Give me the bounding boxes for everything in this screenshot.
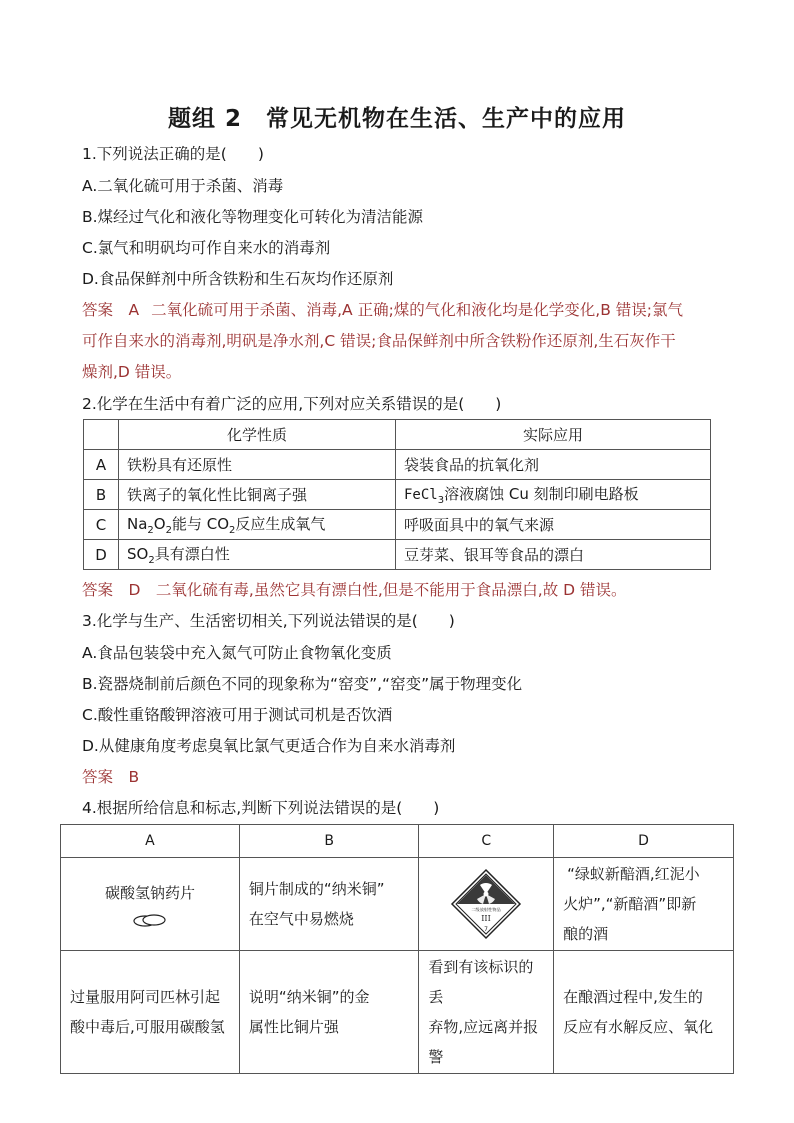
q4-stem: 4.根据所给信息和标志,判断下列说法错误的是( )	[82, 799, 440, 817]
property-text: 能与 CO	[171, 515, 230, 533]
q1-answer-label: 答案 A	[82, 301, 140, 319]
q1-answer-line-3: 燥剂,D 错误。	[82, 363, 182, 381]
formula-text: O	[153, 515, 166, 533]
header-d: D	[554, 825, 734, 858]
cell-b-bottom-line-2: 属性比铜片强	[248, 1018, 339, 1036]
formula-subscript: 2	[148, 555, 155, 566]
q1-option-a: A.二氧化硫可用于杀菌、消毒	[82, 177, 284, 195]
row-application	[396, 480, 711, 510]
sign-class: III	[481, 914, 491, 923]
q2-stem: 2.化学在生活中有着广泛的应用,下列对应关系错误的是( )	[82, 395, 502, 413]
cell-a-mid	[61, 858, 240, 951]
table-header-property: 化学性质	[119, 420, 396, 450]
cell-d-bottom-line-1: 在酿酒过程中,发生的	[563, 988, 703, 1006]
cell-d-line-3: 酿的酒	[563, 925, 609, 943]
q3-option-a: A.食品包装袋中充入氮气可防止食物氧化变质	[82, 644, 392, 662]
cell-a-bottom-line-2: 酸中毒后,可服用碳酸氢	[70, 1018, 225, 1036]
formula-subscript: 2	[147, 525, 154, 536]
row-application: 豆芽菜、银耳等食品的漂白	[396, 540, 711, 570]
cell-d-line-1: “绿蚁新醅酒,红泥小	[567, 865, 700, 883]
cell-c-bottom	[419, 951, 554, 1074]
table-row	[84, 480, 711, 510]
row-property: 铁离子的氧化性比铜离子强	[119, 480, 396, 510]
row-key: A	[84, 450, 119, 480]
cell-c-mid	[419, 858, 554, 951]
q1-option-d: D.食品保鲜剂中所含铁粉和生石灰均作还原剂	[82, 270, 394, 288]
cell-c-bottom-line-1: 看到有该标识的丢	[428, 958, 534, 1006]
formula-text: FeCl	[404, 487, 438, 503]
row-key: C	[84, 510, 119, 540]
pill-icon	[130, 910, 170, 930]
q4-table	[60, 824, 734, 1074]
radioactive-hazard-icon	[450, 868, 522, 940]
formula-text: SO	[127, 545, 149, 563]
q3-option-c: C.酸性重铬酸钾溶液可用于测试司机是否饮酒	[82, 706, 393, 724]
table-row	[61, 951, 734, 1074]
row-key: B	[84, 480, 119, 510]
header-a: A	[61, 825, 240, 858]
table-row	[84, 540, 711, 570]
cell-a-bottom	[61, 951, 240, 1074]
table-row	[84, 510, 711, 540]
cell-b-bottom	[239, 951, 418, 1074]
row-property: 铁粉具有还原性	[119, 450, 396, 480]
page-title: 题组 2 常见无机物在生活、生产中的应用	[167, 106, 626, 132]
header-b: B	[239, 825, 418, 858]
row-property	[119, 540, 396, 570]
table-header-application: 实际应用	[396, 420, 711, 450]
header-c: C	[419, 825, 554, 858]
cell-b-line-1: 铜片制成的“纳米铜”	[248, 880, 385, 898]
row-property	[119, 510, 396, 540]
cell-b-line-2: 在空气中易燃烧	[248, 910, 354, 928]
sign-number: 7	[484, 926, 489, 933]
q2-table	[83, 419, 711, 570]
formula-text: Na	[127, 515, 148, 533]
table-header-row	[61, 825, 734, 858]
cell-b-mid	[239, 858, 418, 951]
q1-option-b: B.煤经过气化和液化等物理变化可转化为清洁能源	[82, 208, 424, 226]
cell-a-bottom-line-1: 过量服用阿司匹林引起	[70, 988, 221, 1006]
q1-stem: 1.下列说法正确的是( )	[82, 145, 264, 163]
property-text: 反应生成氧气	[235, 515, 326, 533]
q3-answer: 答案 B	[82, 768, 140, 786]
application-text: 溶液腐蚀 Cu 刻制印刷电路板	[444, 485, 639, 503]
formula-subscript: 2	[165, 525, 172, 536]
table-row	[84, 450, 711, 480]
q1-answer	[82, 295, 712, 388]
cell-d-bottom	[554, 951, 734, 1074]
row-key: D	[84, 540, 119, 570]
q3-option-b: B.瓷器烧制前后颜色不同的现象称为“窑变”,“窑变”属于物理变化	[82, 675, 523, 693]
table-header-cell	[84, 420, 119, 450]
cell-d-bottom-line-2: 反应有水解反应、氧化	[563, 1018, 714, 1036]
formula-subscript: 3	[437, 495, 445, 506]
q2-answer: 答案 D 二氧化硫有毒,虽然它具有漂白性,但是不能用于食品漂白,故 D 错误。	[82, 581, 627, 599]
table-row	[61, 858, 734, 951]
row-application: 袋装食品的抗氧化剂	[396, 450, 711, 480]
sign-label: 二级放射性物品	[471, 907, 501, 912]
q1-answer-line-2: 可作自来水的消毒剂,明矾是净水剂,C 错误;食品保鲜剂中所含铁粉作还原剂,生石灰作干	[82, 332, 676, 350]
row-application: 呼吸面具中的氧气来源	[396, 510, 711, 540]
cell-a-text: 碳酸氢钠药片	[104, 884, 195, 902]
property-text: 具有漂白性	[154, 545, 230, 563]
cell-c-bottom-line-2: 弃物,应远离并报警	[428, 1018, 539, 1066]
cell-d-mid	[554, 858, 734, 951]
q1-option-c: C.氯气和明矾均可作自来水的消毒剂	[82, 239, 331, 257]
q3-stem: 3.化学与生产、生活密切相关,下列说法错误的是( )	[82, 612, 455, 630]
cell-b-bottom-line-1: 说明“纳米铜”的金	[248, 988, 370, 1006]
q3-option-d: D.从健康角度考虑臭氧比氯气更适合作为自来水消毒剂	[82, 737, 456, 755]
q1-answer-line-1: 二氧化硫可用于杀菌、消毒,A 正确;煤的气化和液化均是化学变化,B 错误;氯气	[151, 301, 684, 319]
cell-d-line-2: 火炉”,“新醅酒”即新	[563, 895, 697, 913]
table-header-row	[84, 420, 711, 450]
formula-subscript: 2	[229, 525, 236, 536]
